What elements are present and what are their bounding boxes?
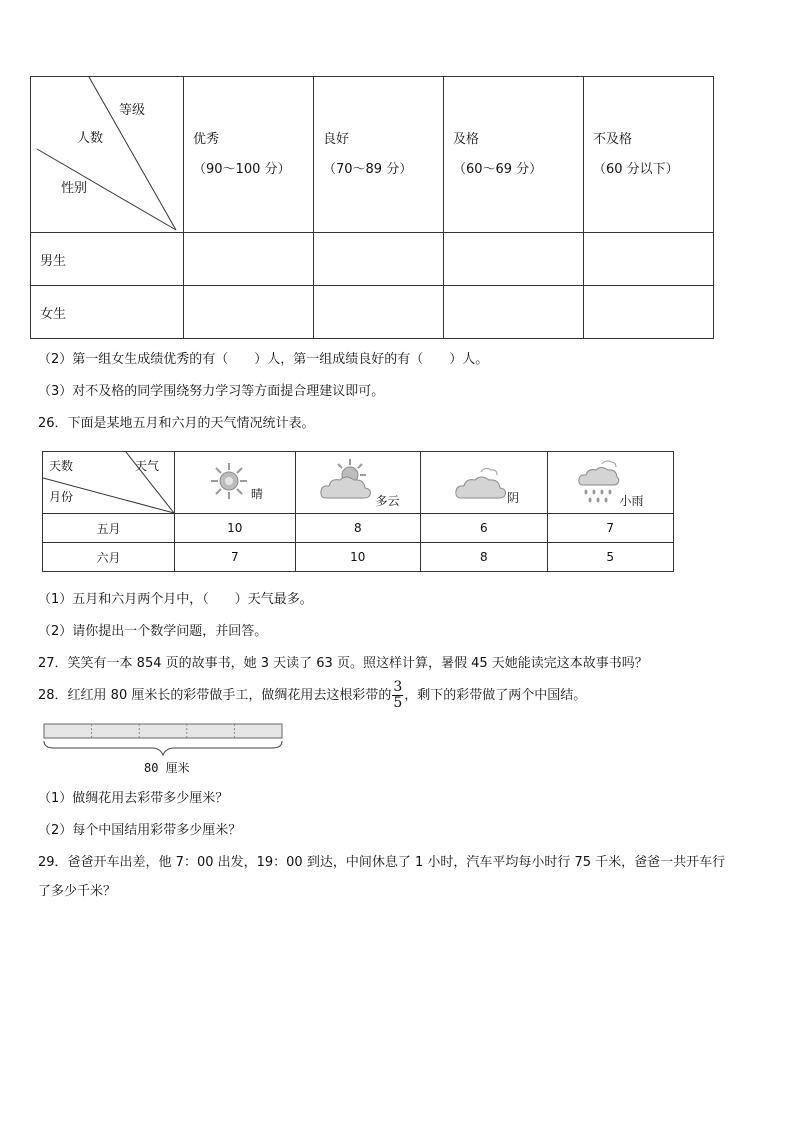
value-cell: 6 — [421, 514, 547, 543]
answer-cell[interactable] — [313, 233, 443, 286]
value-cell: 7 — [175, 543, 296, 572]
table-row — [43, 543, 674, 572]
weather-label: 晴 — [251, 487, 264, 501]
weather-table — [42, 451, 674, 572]
ribbon-bar — [42, 722, 286, 758]
value-cell: 5 — [547, 543, 674, 572]
row-label-may: 五月 — [43, 514, 175, 543]
weather-col-light-rain — [547, 452, 674, 514]
answer-cell[interactable] — [443, 286, 583, 339]
q29-line2: 了多少千米？ — [38, 884, 117, 899]
diag-label-people: 人数 — [77, 131, 104, 146]
answer-cell[interactable] — [184, 233, 314, 286]
fraction-numerator: 3 — [393, 679, 403, 695]
weather-table-diagonal-header — [43, 452, 175, 514]
fraction-denominator: 5 — [393, 695, 403, 711]
sun-cloud-icon — [318, 458, 374, 502]
q28-text-before: 28．红红用 80 厘米长的彩带做手工，做绸花用去这根彩带的 — [38, 688, 392, 703]
col-name: 及格 — [452, 131, 479, 147]
sun-icon — [209, 461, 249, 501]
diagonal-lines — [31, 77, 183, 232]
weather-col-overcast — [421, 452, 547, 514]
answer-cell[interactable] — [313, 286, 443, 339]
col-range: （70～89 分） — [322, 161, 413, 177]
value-cell: 7 — [547, 514, 674, 543]
diag-label-days: 天数 — [49, 459, 74, 473]
cloud-icon — [453, 464, 507, 504]
weather-label: 多云 — [375, 494, 400, 508]
ribbon-diagram — [42, 722, 286, 778]
q25-part3: （3）对不及格的同学围绕努力学习等方面提合理建议即可。 — [38, 384, 385, 399]
answer-cell[interactable] — [184, 286, 314, 339]
q29-line1: 29．爸爸开车出差，他 7：00 出发，19：00 到达，中间休息了 1 小时，汽车平均每小时行 75 千米，爸爸一共开车行 — [38, 855, 726, 870]
grade-table-diagonal-header — [31, 77, 184, 233]
q28-part1: （1）做绸花用去彩带多少厘米？ — [38, 791, 229, 806]
rain-cloud-icon — [576, 459, 620, 509]
diag-label-month: 月份 — [49, 490, 74, 504]
weather-col-sunny — [175, 452, 296, 514]
weather-col-cloudy — [295, 452, 421, 514]
grade-col-excellent — [184, 77, 314, 233]
row-label-girls: 女生 — [31, 286, 184, 339]
q28-text-after: ，剩下的彩带做了两个中国结。 — [404, 688, 587, 703]
col-name: 不及格 — [592, 131, 632, 147]
diag-label-grade: 等级 — [119, 103, 146, 118]
table-row — [43, 514, 674, 543]
value-cell: 10 — [295, 543, 421, 572]
col-range: （60 分以下） — [592, 161, 679, 177]
col-name: 良好 — [322, 131, 349, 147]
diag-label-gender: 性别 — [61, 181, 88, 196]
row-label-boys: 男生 — [31, 233, 184, 286]
col-range: （60～69 分） — [452, 161, 543, 177]
diag-label-weather: 天气 — [135, 459, 160, 473]
answer-cell[interactable] — [443, 233, 583, 286]
table-row — [31, 286, 714, 339]
row-label-june: 六月 — [43, 543, 175, 572]
q28-part2: （2）每个中国结用彩带多少厘米？ — [38, 823, 242, 838]
fraction-three-fifths — [392, 680, 403, 711]
col-range: （90～100 分） — [193, 161, 291, 177]
q27-text: 27．笑笑有一本 854 页的故事书，她 3 天读了 63 页。照这样计算，暑假 45 天她能读完这本故事书吗？ — [38, 656, 648, 671]
value-cell: 8 — [295, 514, 421, 543]
answer-cell[interactable] — [583, 286, 713, 339]
q26-part1: （1）五月和六月两个月中，（ ）天气最多。 — [38, 592, 313, 607]
weather-label: 小雨 — [619, 494, 644, 508]
grade-col-pass — [443, 77, 583, 233]
answer-cell[interactable] — [583, 233, 713, 286]
q28-text — [38, 680, 586, 711]
value-cell: 8 — [421, 543, 547, 572]
q26-part2: （2）请你提出一个数学问题，并回答。 — [38, 624, 268, 639]
col-name: 优秀 — [193, 131, 220, 147]
weather-label: 阴 — [507, 491, 520, 505]
grade-table — [30, 76, 714, 339]
ribbon-length-label: 80 厘米 — [144, 761, 190, 775]
value-cell: 10 — [175, 514, 296, 543]
q26-title: 26．下面是某地五月和六月的天气情况统计表。 — [38, 416, 315, 431]
grade-col-good — [313, 77, 443, 233]
table-row — [31, 233, 714, 286]
q25-part2: （2）第一组女生成绩优秀的有（ ）人，第一组成绩良好的有（ ）人。 — [38, 352, 489, 367]
grade-col-fail — [583, 77, 713, 233]
